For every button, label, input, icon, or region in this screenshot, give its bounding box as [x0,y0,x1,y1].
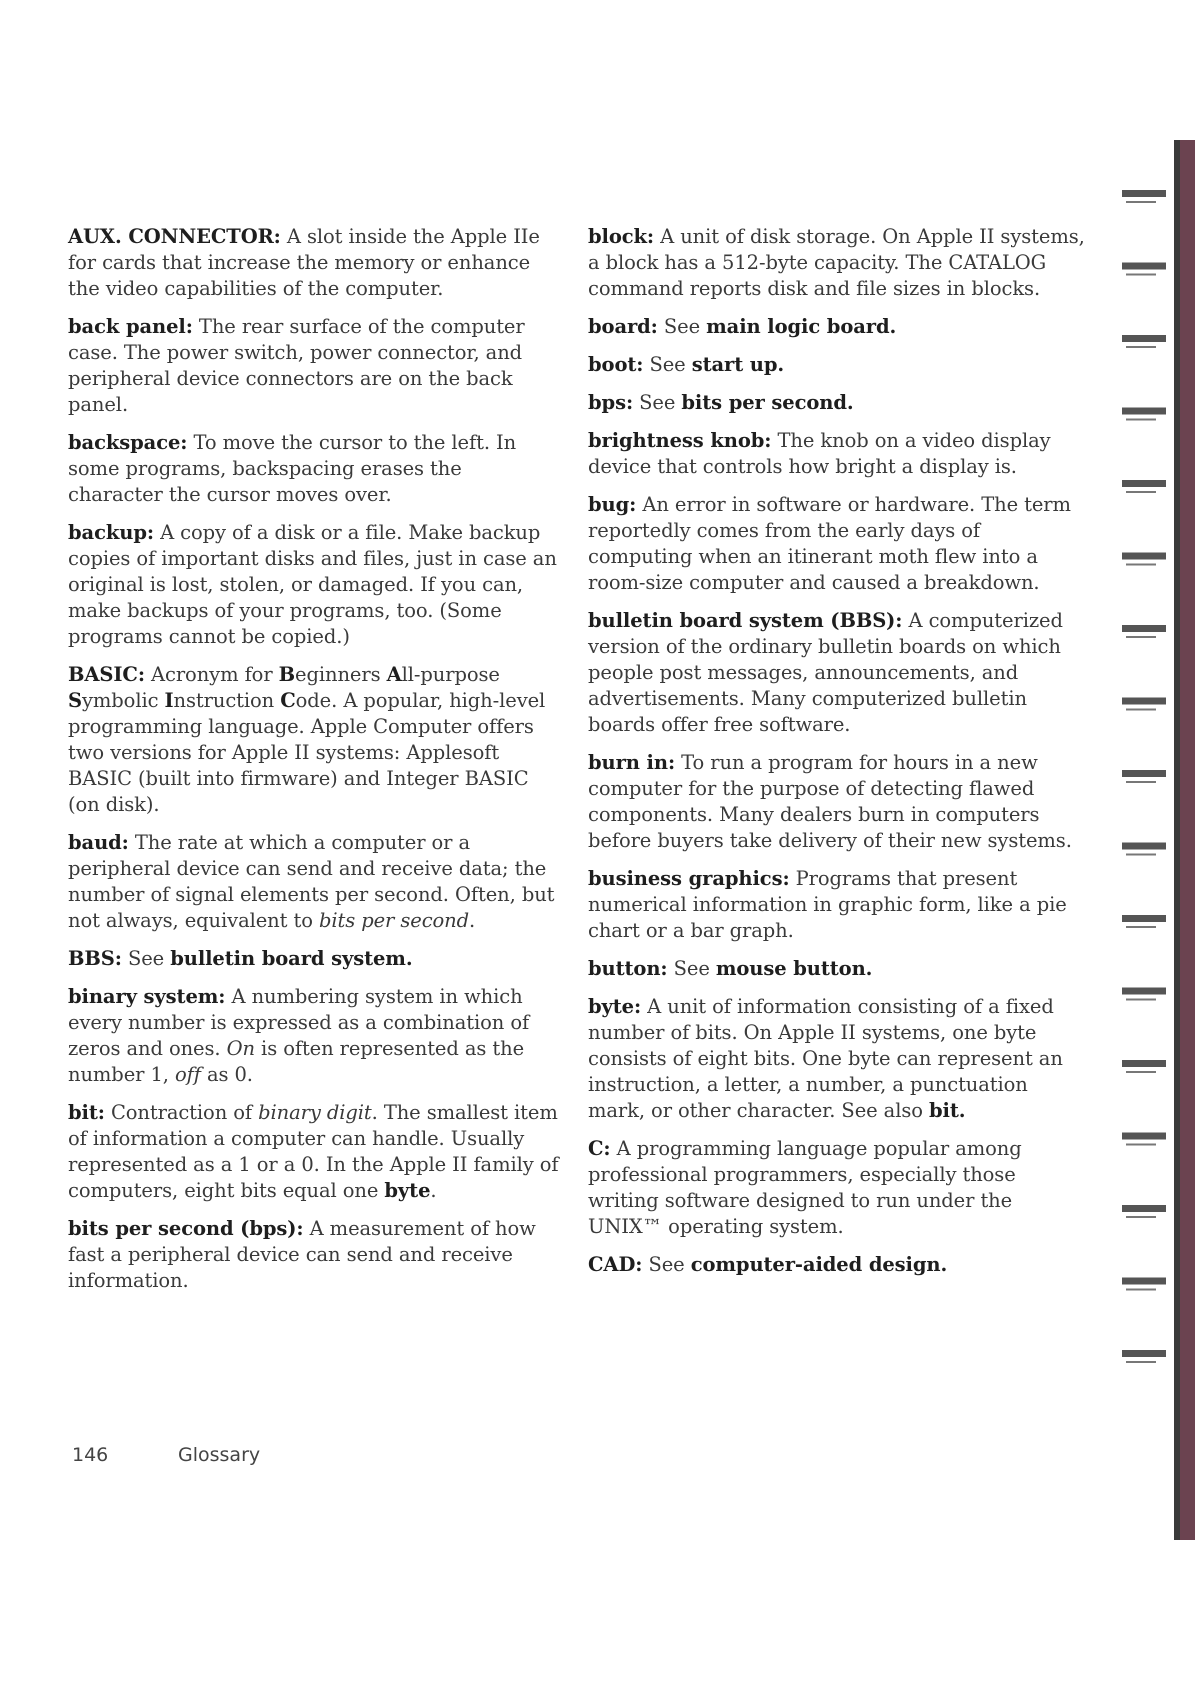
glossary-entry [588,352,1086,378]
binding-tab [1122,1060,1166,1067]
binding-tab-line [1126,491,1156,493]
binding-tab [1122,843,1166,850]
definition-text: An error in software or hardware. The term reportedly comes from the early days of computing when an itinerant moth flew into a room-size computer and caused a breakdown. [588,493,1071,594]
glossary-term: backspace: [68,431,188,454]
glossary-entry [68,946,562,972]
definition-text: See [643,353,692,376]
binding-tab [1122,1133,1166,1140]
glossary-entry [588,608,1086,738]
definition-text: A unit of disk storage. On Apple II systems, a block has a 512-byte capacity. The CATALOG command reports disk and file sizes in blocks. [588,225,1085,300]
definition-text: . [469,909,476,932]
glossary-entry [68,224,562,302]
binding-tab [1122,480,1166,487]
definition-text: See [642,1253,691,1276]
glossary-entry [588,750,1086,854]
binding-tab-line [1126,1144,1156,1146]
cross-reference: I [164,689,174,712]
cross-reference: A [386,663,402,686]
glossary-entry [588,994,1086,1124]
glossary-term: byte: [588,995,642,1018]
spiral-binding [1122,140,1195,1540]
binding-tab [1122,1350,1166,1357]
glossary-term: CAD: [588,1253,643,1276]
binding-tab [1122,335,1166,342]
binding-tab-line [1126,781,1156,783]
glossary-entry [68,984,562,1088]
binding-tab [1122,1278,1166,1285]
binding-tab [1122,770,1166,777]
definition-text: A programming language popular among professional programmers, especially those writing software designed to run under the UNIX™ operating system. [588,1137,1022,1238]
glossary-term: backup: [68,521,154,544]
glossary-entry [588,390,1086,416]
cross-reference: bit. [928,1099,966,1122]
definition-text: See [633,391,682,414]
glossary-entry [68,1100,562,1204]
emphasis-text: bits per second [318,909,470,932]
glossary-term: bps: [588,391,634,414]
glossary-entry [588,1252,1086,1278]
binding-tab-line [1126,564,1156,566]
definition-text: Acronym for [144,663,279,686]
glossary-entry [588,428,1086,480]
glossary-term: business graphics: [588,867,790,890]
cross-reference: computer-aided design. [690,1253,948,1276]
binding-tab [1122,988,1166,995]
definition-text: A computerized version of the ordinary bulletin boards on which people post messages, announcements, and advertisements. Many computerized bulletin boards offer free software. [588,609,1063,736]
cross-reference: bulletin board system. [170,947,413,970]
binding-tab [1122,625,1166,632]
definition-text: The knob on a video display device that controls how bright a display is. [588,429,1051,478]
definition-text: To run a program for hours in a new computer for the purpose of detecting flawed components. Many dealers burn in computers before buyers take delivery of their new systems. [588,751,1072,852]
glossary-entry [588,1136,1086,1240]
definition-text: The rate at which a computer or a peripheral device can send and receive data; the number of signal elements per second. Often, but not always, equivalent to [68,831,555,932]
glossary-term: baud: [68,831,129,854]
glossary-column-left [68,224,562,1306]
binding-tab-line [1126,1216,1156,1218]
definition-text: ymbolic [81,689,165,712]
binding-tab-line [1126,346,1156,348]
definition-text: See [121,947,171,970]
glossary-entry [588,314,1086,340]
glossary-entry [68,520,562,650]
glossary-entry [68,430,562,508]
cross-reference: C [280,689,296,712]
binding-tab [1122,698,1166,705]
binding-tab [1122,263,1166,270]
definition-text: A numbering system in which every number is expressed as a combination of zeros and ones. [68,985,530,1060]
definition-text: A copy of a disk or a file. Make backup copies of important disks and files, just in case an original is lost, stolen, or damaged. If you can, make backups of your programs, too. (Some programs cannot be copied.) [68,521,557,648]
glossary-term: button: [588,957,668,980]
glossary-term: board: [588,315,658,338]
glossary-term: bits per second (bps): [68,1217,304,1240]
binding-tab-line [1126,1361,1156,1363]
binding-edge [1174,140,1180,1540]
glossary-entry [588,492,1086,596]
binding-tab-line [1126,1289,1156,1291]
definition-text: Programs that present numerical information in graphic form, like a pie chart or a bar graph. [588,867,1067,942]
definition-text: nstruction [173,689,281,712]
binding-tab [1122,915,1166,922]
glossary-entry [68,314,562,418]
binding-tab-line [1126,999,1156,1001]
page-number: 146 [72,1444,109,1466]
glossary-term: binary system: [68,985,226,1008]
page-footer [72,1444,260,1466]
definition-text: eginners [295,663,387,686]
glossary-term: bulletin board system (BBS): [588,609,903,632]
cross-reference: mouse button. [715,957,873,980]
binding-tab [1122,553,1166,560]
binding-tab-line [1126,274,1156,276]
definition-text: To move the cursor to the left. In some programs, backspacing erases the character the cursor moves over. [68,431,517,506]
binding-tab-line [1126,1071,1156,1073]
cross-reference: B [278,663,296,686]
glossary-entry [588,956,1086,982]
definition-text: is often represented as the number 1, [68,1037,525,1086]
emphasis-text: off [174,1063,201,1086]
definition-text: A slot inside the Apple IIe for cards that increase the memory or enhance the video capabilities of the computer. [68,225,540,300]
definition-text: The rear surface of the computer case. The power switch, power connector, and peripheral device connectors are on the back panel. [68,315,525,416]
cross-reference: byte [384,1179,431,1202]
definition-text: Contraction of [104,1101,259,1124]
glossary-entry [68,830,562,934]
section-title: Glossary [178,1444,261,1466]
binding-tab-line [1126,926,1156,928]
definition-text: . The smallest item of information a computer can handle. Usually represented as a 1 or a 0. In the Apple II family of computers, eight bits equal one [68,1101,559,1202]
glossary-term: BASIC: [68,663,145,686]
definition-text: A measurement of how fast a peripheral device can send and receive information. [68,1217,536,1292]
definition-text: as 0. [200,1063,253,1086]
definition-text: A unit of information consisting of a fixed number of bits. On Apple II systems, one byte consists of eight bits. One byte can represent an instruction, a letter, a number, a punctuation mark, or other character. See also [588,995,1063,1122]
glossary-term: burn in: [588,751,676,774]
binding-tab-line [1126,201,1156,203]
binding-tab [1122,408,1166,415]
glossary-term: BBS: [68,947,122,970]
glossary-term: AUX. CONNECTOR: [68,225,281,248]
binding-spine [1180,140,1195,1540]
cross-reference: S [68,689,82,712]
glossary-term: bit: [68,1101,105,1124]
definition-text: . [430,1179,437,1202]
glossary-term: bug: [588,493,637,516]
emphasis-text: On [226,1037,255,1060]
binding-tab-line [1126,709,1156,711]
cross-reference: main logic board. [706,315,897,338]
binding-tab-line [1126,854,1156,856]
cross-reference: bits per second. [681,391,854,414]
glossary-entry [588,224,1086,302]
binding-tab-line [1126,419,1156,421]
glossary-term: brightness knob: [588,429,772,452]
definition-text: See [667,957,716,980]
emphasis-text: binary digit [258,1101,372,1124]
definition-text: ode. A popular, high-level programming language. Apple Computer offers two versions for Apple II systems: Applesoft BASIC (built into firmware) and Integer BASIC (on disk). [68,689,546,816]
glossary-term: C: [588,1137,611,1160]
glossary-entry [68,662,562,818]
glossary-term: boot: [588,353,644,376]
glossary-entry [68,1216,562,1294]
binding-tabs [1122,190,1166,1363]
definition-text: ll-purpose [401,663,500,686]
binding-tab-line [1126,636,1156,638]
glossary-term: block: [588,225,655,248]
glossary-entry [588,866,1086,944]
glossary-column-right [588,224,1086,1290]
glossary-term: back panel: [68,315,193,338]
binding-tab [1122,190,1166,197]
definition-text: See [657,315,707,338]
binding-tab [1122,1205,1166,1212]
cross-reference: start up. [691,353,785,376]
